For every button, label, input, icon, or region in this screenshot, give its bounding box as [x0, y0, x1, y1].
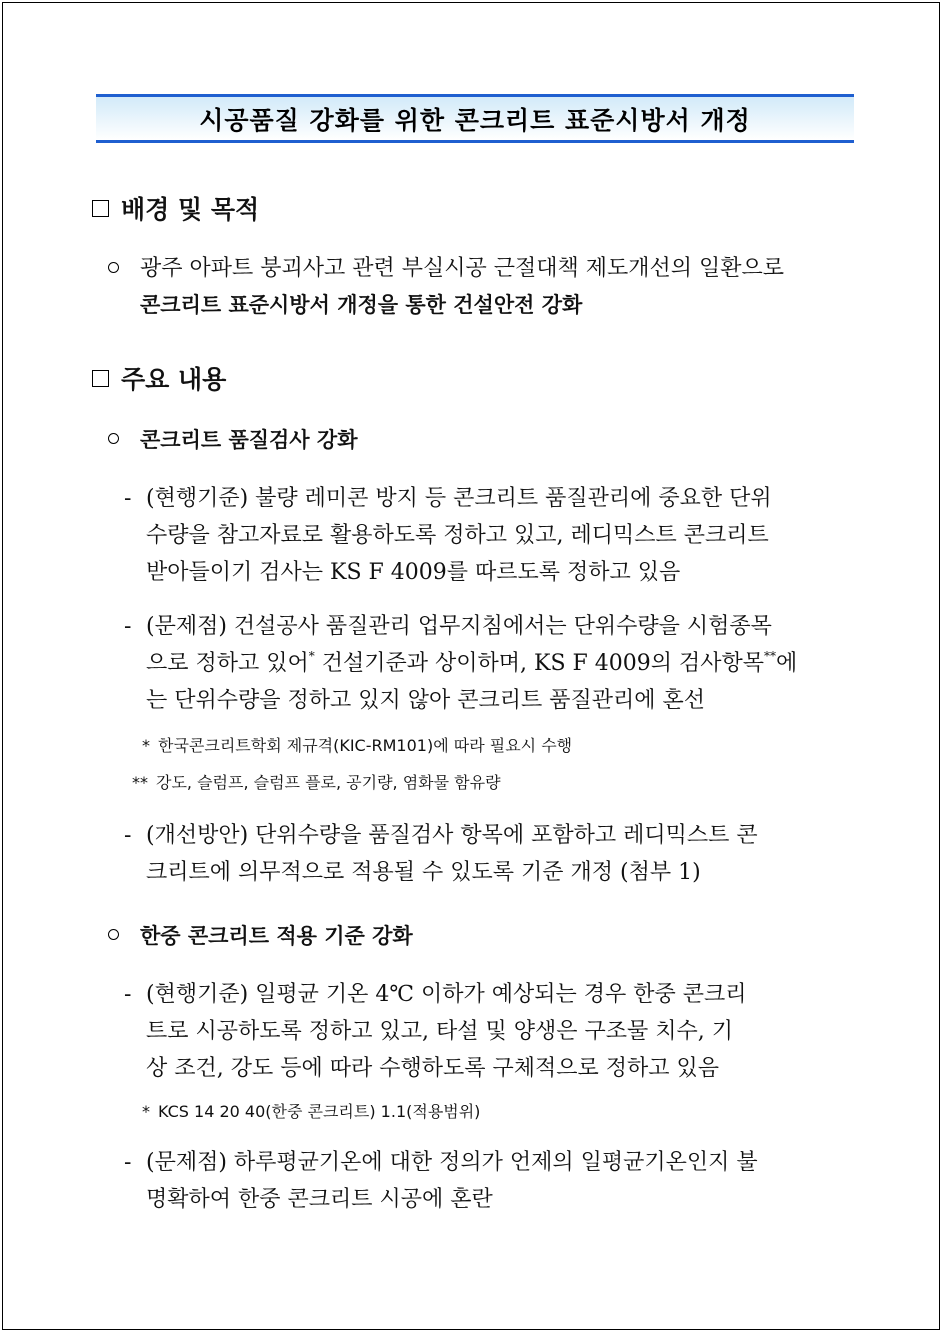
topic1-current-line-1: (현행기준) 불량 레미콘 방지 등 콘크리트 품질관리에 중요한 단위: [146, 486, 772, 511]
footnote-star: **: [132, 773, 148, 792]
dash-marker: -: [124, 1150, 132, 1175]
section-label: 배경 및 목적: [121, 195, 260, 224]
footnote-1: [142, 733, 572, 756]
section-main-heading: [92, 360, 226, 396]
topic2-problem-line-1: (문제점) 하루평균기온에 대한 정의가 언제의 일평균기온인지 불: [146, 1150, 758, 1175]
checkbox-square-icon: [92, 370, 109, 387]
background-line-2: 콘크리트 표준시방서 개정을 통한 건설안전 강화: [140, 293, 583, 317]
footnote-mark: **: [764, 649, 777, 663]
dash-marker: -: [124, 486, 132, 511]
section-label: 주요 내용: [121, 365, 227, 394]
topic2-heading: 한중 콘크리트 적용 기준 강화: [140, 924, 413, 948]
background-line-1: 광주 아파트 붕괴사고 관련 부실시공 근절대책 제도개선의 일환으로: [140, 256, 785, 281]
footnote-2: [132, 770, 501, 793]
circle-bullet-icon: [108, 929, 119, 940]
topic2-problem-line-2: 명확하여 한중 콘크리트 시공에 혼란: [146, 1187, 493, 1212]
problem-text-b: 건설기준과 상이하며, KS F 4009의 검사항목: [314, 651, 765, 676]
topic1-current-line-3: 받아들이기 검사는 KS F 4009를 따르도록 정하고 있음: [146, 560, 681, 585]
circle-bullet-icon: [108, 262, 119, 273]
topic1-current-line-2: 수량을 참고자료로 활용하도록 정하고 있고, 레디믹스트 콘크리트: [146, 523, 769, 548]
topic1-improvement-line-1: (개선방안) 단위수량을 품질검사 항목에 포함하고 레디믹스트 콘: [146, 823, 758, 848]
footnote-star: *: [142, 736, 150, 755]
dash-marker: -: [124, 982, 132, 1007]
topic2-current-line-3: 상 조건, 강도 등에 따라 수행하도록 구체적으로 정하고 있음: [146, 1056, 719, 1081]
section-background-heading: [92, 190, 259, 226]
topic1-problem-line-3: 는 단위수량을 정하고 있지 않아 콘크리트 품질관리에 혼선: [146, 688, 706, 713]
footnote-text: KCS 14 20 40(한중 콘크리트) 1.1(적용범위): [158, 1102, 481, 1121]
problem-text-a: 으로 정하고 있어: [146, 651, 309, 676]
topic1-improvement-line-2: 크리트에 의무적으로 적용될 수 있도록 기준 개정 (첨부 1): [146, 860, 701, 885]
problem-text-c: 에: [776, 651, 798, 676]
topic2-current-line-2: 트로 시공하도록 정하고 있고, 타설 및 양생은 구조물 치수, 기: [146, 1019, 733, 1044]
dash-marker: -: [124, 823, 132, 848]
checkbox-square-icon: [92, 200, 109, 217]
circle-bullet-icon: [108, 433, 119, 444]
topic1-heading: 콘크리트 품질검사 강화: [140, 428, 358, 452]
topic2-current-line-1: (현행기준) 일평균 기온 4℃ 이하가 예상되는 경우 한중 콘크리: [146, 982, 747, 1007]
page-title: 시공품질 강화를 위한 콘크리트 표준시방서 개정: [199, 105, 751, 135]
dash-marker: -: [124, 614, 132, 639]
topic1-problem-line-1: (문제점) 건설공사 품질관리 업무지침에서는 단위수량을 시험종목: [146, 614, 772, 639]
topic1-problem-line-2: [146, 646, 797, 682]
title-banner: [96, 94, 854, 143]
footnote-star: *: [142, 1102, 150, 1121]
footnote-3: [142, 1099, 480, 1122]
footnote-text: 강도, 슬럼프, 슬럼프 플로, 공기량, 염화물 함유량: [156, 773, 501, 792]
footnote-mark: *: [308, 649, 315, 663]
footnote-text: 한국콘크리트학회 제규격(KIC-RM101)에 따라 필요시 수행: [158, 736, 573, 755]
